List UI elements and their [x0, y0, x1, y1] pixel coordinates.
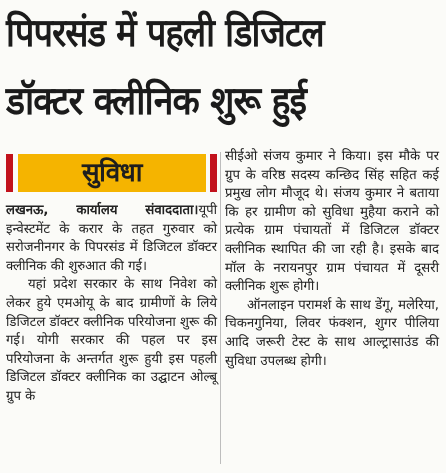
tag-accent-bar-left — [6, 154, 13, 192]
tag-accent-bar-right — [210, 154, 217, 192]
section-tag — [6, 150, 217, 196]
tag-label: सुविधा — [82, 157, 142, 188]
article-paragraph-3: सीईओ संजय कुमार ने किया। इस मौके पर ग्रुप के वरिष्ठ सदस्य कन्छिद सिंह सहित कई प्रमुख लोग मौजूद थे। संजय कुमार ने बताया कि हर ग्रामीण को सुविधा मुहैया कराने को प्रत्येक ग्राम पंचायतों में डिजिटल डॉक्टर क्लीनिक स्थापित की जा रही है। इसके बाद मॉल के नरायनपुर ग्राम पंचायत में दूसरी क्लीनिक शुरू होगी। — [225, 149, 439, 295]
right-column — [225, 148, 439, 371]
left-column — [6, 150, 217, 407]
paragraph-1-text: यूपी इन्वेस्टमेंट के करार के तहत गुरुवार को सरोजनीनगर के पिपरसंड में डिजिटल डॉक्टर क्लीनिक की शुरुआत की गई। — [6, 203, 217, 274]
byline: लखनऊ, कार्यालय संवाददाता। — [6, 203, 199, 218]
column-divider — [220, 152, 221, 464]
headline-line-2: डॉक्टर क्लीनिक शुरू हुई — [6, 79, 307, 124]
article-paragraph-2: यहां प्रदेश सरकार के साथ निवेश को लेकर हुये एमओयू के बाद ग्रामीणों के लिये डिजिटल डॉक्टर क्लीनिक परियोजना शुरू की गई। योगी सरकार की पहल पर इस परियोजना के अन्तर्गत शुरू हुयी इस पहली डिजिटल डॉक्टर क्लीनिक का उद्घाटन ओल्बू ग्रुप के — [6, 277, 217, 404]
tag-box — [18, 154, 206, 192]
headline-line-1: पिपरसंड में पहली डिजिटल — [6, 11, 324, 56]
article-paragraph-1 — [6, 202, 217, 276]
article-paragraph-4: ऑनलाइन परामर्श के साथ डेंगू, मलेरिया, चिकनगुनिया, लिवर फंक्शन, शुगर पीलिया आदि जरूरी टेस्ट के साथ आल्ट्रासाउंड की सुविधा उपलब्ध होगी। — [225, 297, 439, 369]
